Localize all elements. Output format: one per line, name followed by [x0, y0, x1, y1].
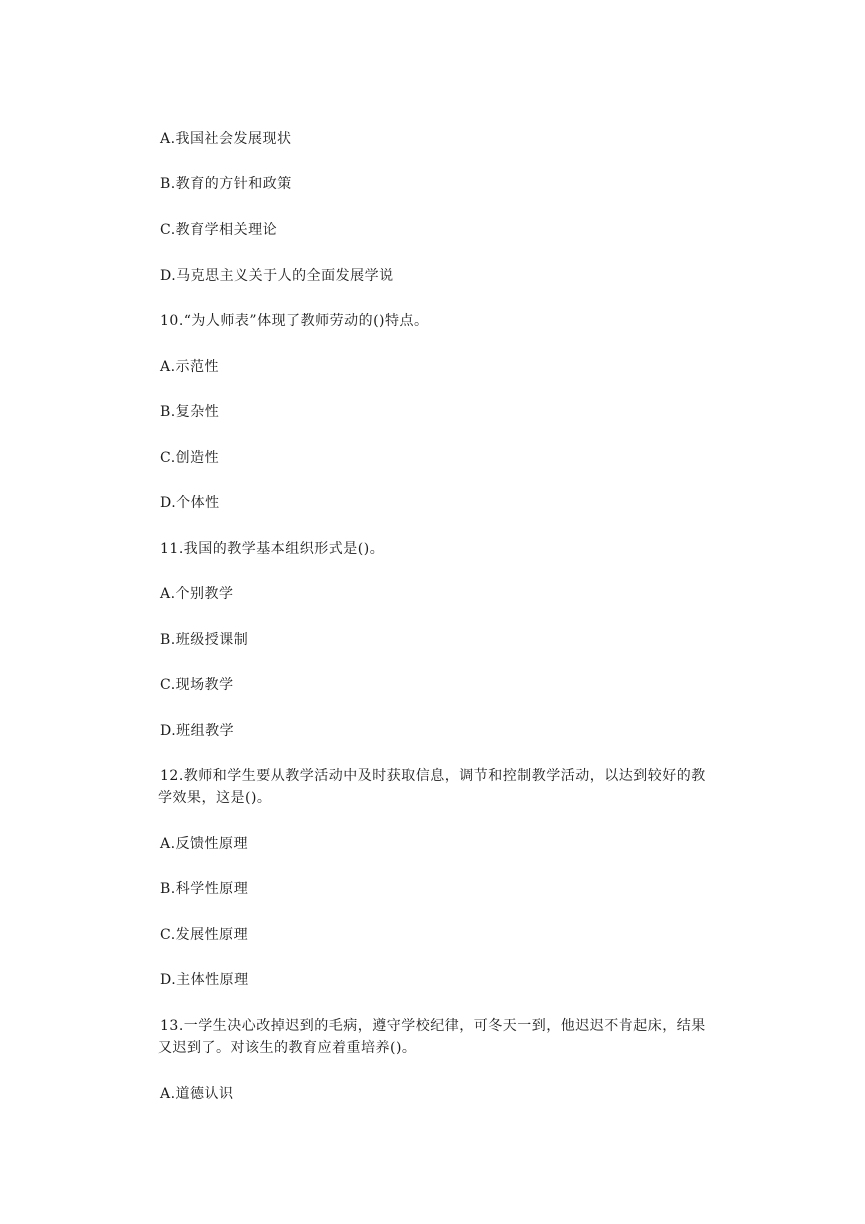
q12-question-line2: 学效果，这是()。	[158, 790, 272, 806]
q9-option-d: D.马克思主义关于人的全面发展学说	[160, 268, 394, 284]
q13-question-line2: 又迟到了。对该生的教育应着重培养()。	[158, 1040, 417, 1056]
q11-option-a: A.个别教学	[160, 586, 234, 602]
q10-option-c: C.创造性	[160, 450, 220, 466]
q9-option-a: A.我国社会发展现状	[160, 131, 292, 147]
q11-question: 11.我国的教学基本组织形式是()。	[160, 541, 385, 557]
q9-option-b: B.教育的方针和政策	[160, 176, 292, 192]
q10-option-a: A.示范性	[160, 359, 220, 375]
q13-question-line1: 13.一学生决心改掉迟到的毛病，遵守学校纪律，可冬天一到，他迟迟不肯起床，结果	[160, 1018, 706, 1034]
q12-question-line1: 12.教师和学生要从教学活动中及时获取信息，调节和控制教学活动，以达到较好的教	[160, 768, 706, 784]
q11-option-c: C.现场教学	[160, 677, 234, 693]
q12-option-d: D.主体性原理	[160, 972, 249, 988]
q10-option-b: B.复杂性	[160, 404, 220, 420]
q11-option-d: D.班组教学	[160, 723, 235, 739]
q10-question: 10.“为人师表”体现了教师劳动的()特点。	[160, 313, 429, 329]
q13-option-a: A.道德认识	[160, 1086, 234, 1102]
q10-option-d: D.个体性	[160, 495, 220, 511]
q9-option-c: C.教育学相关理论	[160, 222, 278, 238]
q12-option-c: C.发展性原理	[160, 927, 249, 943]
q11-option-b: B.班级授课制	[160, 632, 249, 648]
q12-option-a: A.反馈性原理	[160, 836, 249, 852]
q12-option-b: B.科学性原理	[160, 881, 249, 897]
